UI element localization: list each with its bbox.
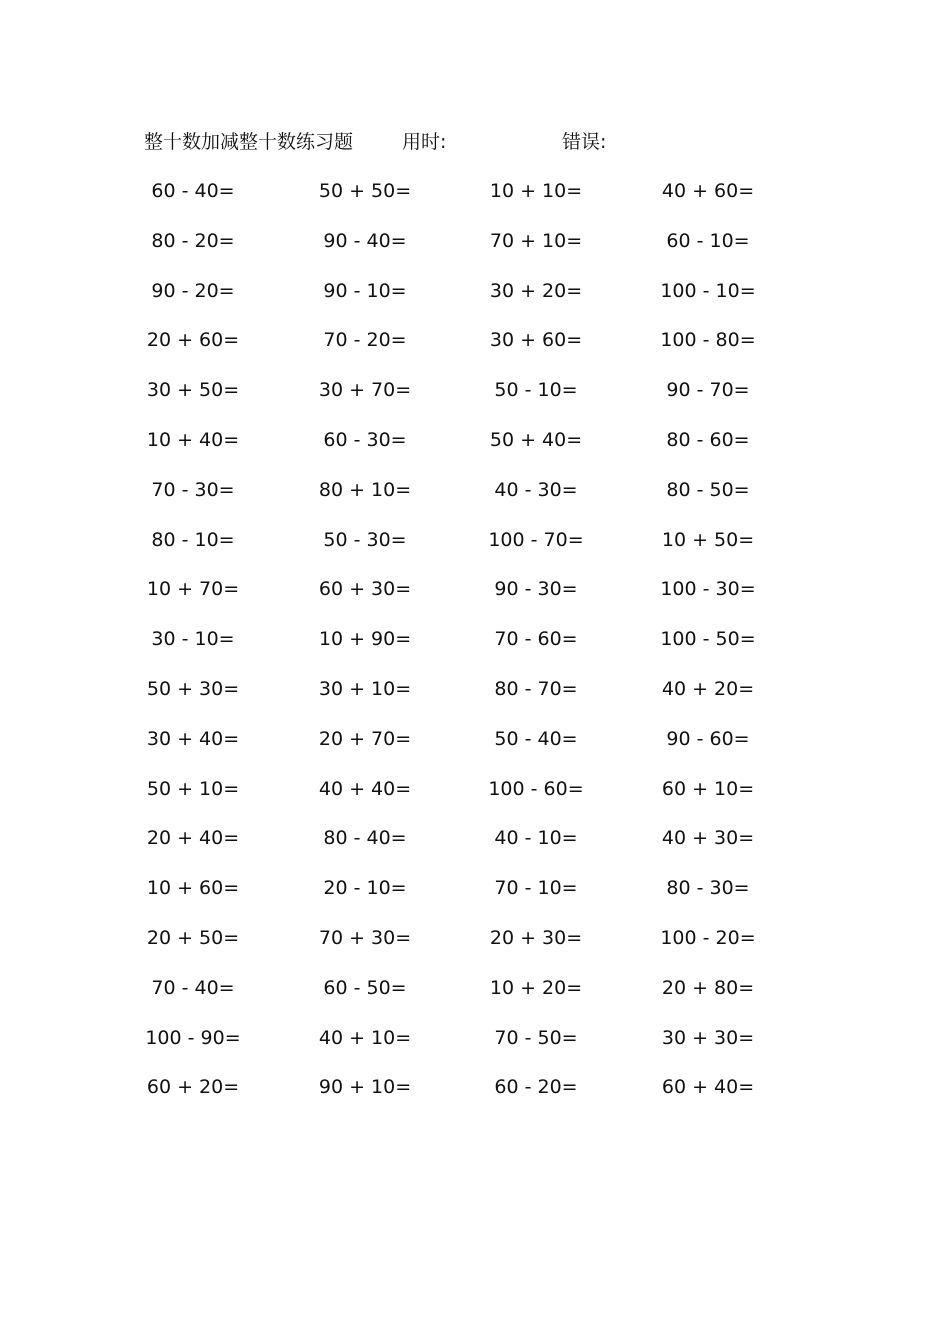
math-problem: 50 + 30= <box>146 677 240 700</box>
problem-row <box>0 624 950 674</box>
math-problem: 50 + 50= <box>318 180 412 202</box>
math-problem: 20 + 50= <box>146 926 240 949</box>
math-problem: 60 + 10= <box>661 777 755 800</box>
error-label: 错误: <box>562 131 607 153</box>
problem-row <box>0 176 950 226</box>
math-problem: 100 - 80= <box>660 329 756 352</box>
time-label: 用时: <box>402 131 447 153</box>
math-problem: 70 + 10= <box>489 229 583 252</box>
math-problem: 70 - 40= <box>151 976 235 999</box>
math-problem: 60 + 40= <box>661 1076 755 1099</box>
math-problem: 60 + 20= <box>146 1076 240 1099</box>
math-problem: 100 - 30= <box>660 578 756 601</box>
math-problem: 60 - 30= <box>323 428 407 451</box>
problem-row <box>0 525 950 575</box>
math-problem: 50 - 30= <box>323 528 407 551</box>
math-problem: 10 + 50= <box>661 528 755 551</box>
problem-row <box>0 923 950 973</box>
math-problem: 90 - 60= <box>666 727 750 750</box>
problem-row <box>0 425 950 475</box>
math-problem: 80 - 20= <box>151 229 235 252</box>
math-problem: 80 - 60= <box>666 428 750 451</box>
math-problem: 50 + 10= <box>146 777 240 800</box>
math-problem: 60 + 30= <box>318 578 412 601</box>
math-problem: 50 - 40= <box>494 727 578 750</box>
math-problem: 40 + 40= <box>318 777 412 800</box>
math-problem: 90 - 30= <box>494 578 578 601</box>
math-problem: 80 - 70= <box>494 677 578 700</box>
math-problem: 10 + 90= <box>318 628 412 651</box>
math-problem: 10 + 40= <box>146 428 240 451</box>
math-problem: 20 + 30= <box>489 926 583 949</box>
math-problem: 80 - 50= <box>666 478 750 501</box>
math-problem: 30 + 70= <box>318 379 412 402</box>
problem-row <box>0 375 950 425</box>
math-problem: 80 - 40= <box>323 827 407 850</box>
problem-row <box>0 475 950 525</box>
math-problem: 10 + 10= <box>489 180 583 202</box>
problem-grid <box>0 176 950 1122</box>
math-problem: 30 + 60= <box>489 329 583 352</box>
math-problem: 70 - 10= <box>494 877 578 900</box>
math-problem: 60 - 50= <box>323 976 407 999</box>
math-problem: 40 + 10= <box>318 1026 412 1049</box>
math-problem: 10 + 70= <box>146 578 240 601</box>
math-problem: 80 - 30= <box>666 877 750 900</box>
math-problem: 90 - 10= <box>323 279 407 302</box>
math-problem: 40 - 30= <box>494 478 578 501</box>
math-problem: 80 + 10= <box>318 478 412 501</box>
math-problem: 70 + 30= <box>318 926 412 949</box>
math-problem: 100 - 50= <box>660 628 756 651</box>
problem-row <box>0 724 950 774</box>
math-problem: 30 + 20= <box>489 279 583 302</box>
problem-row <box>0 226 950 276</box>
problem-row <box>0 276 950 326</box>
problem-row <box>0 823 950 873</box>
problem-row <box>0 774 950 824</box>
math-problem: 70 - 60= <box>494 628 578 651</box>
problem-row <box>0 325 950 375</box>
math-problem: 60 - 20= <box>494 1076 578 1099</box>
math-problem: 80 - 10= <box>151 528 235 551</box>
math-problem: 90 - 70= <box>666 379 750 402</box>
math-problem: 10 + 20= <box>489 976 583 999</box>
math-problem: 30 + 50= <box>146 379 240 402</box>
math-problem: 30 - 10= <box>151 628 235 651</box>
math-problem: 20 + 40= <box>146 827 240 850</box>
math-problem: 10 + 60= <box>146 877 240 900</box>
problem-row <box>0 1023 950 1073</box>
math-problem: 20 + 60= <box>146 329 240 352</box>
math-problem: 50 + 40= <box>489 428 583 451</box>
math-problem: 90 - 20= <box>151 279 235 302</box>
math-problem: 40 + 30= <box>661 827 755 850</box>
math-problem: 60 - 40= <box>151 180 235 202</box>
math-problem: 40 + 60= <box>661 180 755 202</box>
math-problem: 50 - 10= <box>494 379 578 402</box>
problem-row <box>0 674 950 724</box>
math-problem: 20 - 10= <box>323 877 407 900</box>
math-problem: 40 + 20= <box>661 677 755 700</box>
math-problem: 30 + 10= <box>318 677 412 700</box>
math-problem: 90 + 10= <box>318 1076 412 1099</box>
math-problem: 90 - 40= <box>323 229 407 252</box>
math-problem: 70 - 20= <box>323 329 407 352</box>
math-problem: 100 - 60= <box>488 777 584 800</box>
math-problem: 100 - 90= <box>145 1026 241 1049</box>
worksheet-title: 整十数加减整十数练习题 <box>144 131 354 153</box>
math-problem: 70 - 50= <box>494 1026 578 1049</box>
math-problem: 30 + 30= <box>661 1026 755 1049</box>
math-problem: 100 - 20= <box>660 926 756 949</box>
problem-row <box>0 973 950 1023</box>
math-problem: 60 - 10= <box>666 229 750 252</box>
problem-row <box>0 574 950 624</box>
math-problem: 20 + 70= <box>318 727 412 750</box>
math-problem: 40 - 10= <box>494 827 578 850</box>
math-problem: 70 - 30= <box>151 478 235 501</box>
math-problem: 100 - 10= <box>660 279 756 302</box>
math-problem: 20 + 80= <box>661 976 755 999</box>
worksheet-header <box>0 128 950 156</box>
problem-row <box>0 873 950 923</box>
problem-row <box>0 1072 950 1122</box>
math-problem: 100 - 70= <box>488 528 584 551</box>
math-problem: 30 + 40= <box>146 727 240 750</box>
